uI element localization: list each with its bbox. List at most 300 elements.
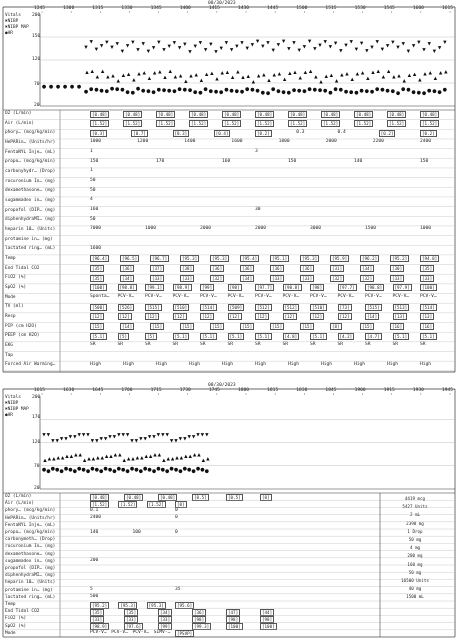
bottom-cell: [44] xyxy=(262,609,273,615)
hr-marker: ● xyxy=(103,466,108,472)
top-cell: PCV-V… xyxy=(227,294,245,300)
bottom-ytick-200: 200 xyxy=(32,395,41,400)
top-cell: High xyxy=(123,361,135,367)
nibp-map-marker: ▲ xyxy=(118,453,122,458)
top-time-tick: 1445 xyxy=(267,6,279,11)
top-cell: [96.7] xyxy=(152,256,168,262)
top-ytick-120: 120 xyxy=(32,57,41,62)
top-cell: 2400 xyxy=(420,139,432,145)
top-cell: 1600 xyxy=(90,245,102,251)
hr-marker: ● xyxy=(172,88,177,95)
nibp-map-marker: ▲ xyxy=(288,71,292,77)
top-cell: [37] xyxy=(152,266,163,272)
nibp-marker: ▼ xyxy=(359,41,364,47)
top-cell: [12] xyxy=(312,314,323,320)
top-cell: [12] xyxy=(257,314,268,320)
nibp-marker: ▼ xyxy=(95,439,99,444)
top-cell: [97.7] xyxy=(257,285,273,291)
bottom-cell: [0.5] xyxy=(194,494,207,500)
hr-marker: ● xyxy=(120,87,125,94)
top-time-tick: 1615 xyxy=(442,6,454,11)
nibp-marker: ▼ xyxy=(349,39,353,45)
top-cell: PCV-V… xyxy=(117,294,135,300)
nibp-marker: ▼ xyxy=(64,437,68,442)
nibp-marker: ▼ xyxy=(196,433,200,438)
nibp-marker: ▼ xyxy=(437,46,442,52)
bottom-cell: [47] xyxy=(228,609,239,615)
top-time-tick: 1415 xyxy=(208,6,220,11)
hr-marker: ● xyxy=(104,88,109,95)
top-cell: [15] xyxy=(362,324,373,330)
top-cell: [1.52] xyxy=(422,121,438,127)
top-cell: [98] xyxy=(229,285,240,291)
summary-total: 1500 mL xyxy=(406,594,424,600)
top-time-tick: 1315 xyxy=(92,6,104,11)
top-cell: [34] xyxy=(362,266,373,272)
top-cell: High xyxy=(354,361,366,367)
top-cell: [0.48] xyxy=(422,111,438,117)
summary-total: 200 mg xyxy=(407,553,423,559)
top-cell: [1.52] xyxy=(356,121,372,127)
bottom-cell: 140 xyxy=(90,529,99,535)
bottom-cell: [1.52] xyxy=(92,501,108,507)
nibp-map-marker: ▲ xyxy=(194,72,198,78)
top-cell: [34] xyxy=(122,275,133,281)
hr-marker: ● xyxy=(182,86,187,93)
nibp-marker: ▼ xyxy=(147,435,152,440)
hr-marker: ● xyxy=(198,90,203,97)
bottom-row-label: FiO2 (%) xyxy=(5,616,27,622)
top-cell: [515] xyxy=(147,304,160,310)
bottom-cell: PCV-V… xyxy=(111,630,128,636)
bottom-cell: [98] xyxy=(262,616,273,622)
hr-marker: ● xyxy=(328,90,333,97)
bottom-time-tick: 1815 xyxy=(267,388,279,393)
hr-marker: ● xyxy=(177,86,182,93)
nibp-map-marker: ▲ xyxy=(65,454,69,460)
top-row-label: phory… (mcg/kg/min) xyxy=(5,130,56,136)
top-cell: [33] xyxy=(392,275,403,281)
nibp-map-marker: ▲ xyxy=(52,457,56,463)
top-row-label: rocuronium In… (mg) xyxy=(5,178,56,184)
nibp-map-marker: ▲ xyxy=(43,458,47,464)
hr-marker: ● xyxy=(178,468,183,475)
hr-marker: ● xyxy=(134,467,139,474)
nibp-map-marker: ▲ xyxy=(293,70,297,76)
top-cell: [16] xyxy=(422,324,433,330)
hr-marker: ● xyxy=(89,86,94,93)
top-cell: [16] xyxy=(392,324,403,330)
bottom-cell: [97.6] xyxy=(126,624,142,630)
hr-marker: ● xyxy=(83,89,89,95)
top-cell: [5.1] xyxy=(174,333,188,339)
bottom-cell: PCV-V… xyxy=(90,630,107,636)
bottom-cell: [33] xyxy=(126,616,137,622)
top-cell: [36] xyxy=(302,266,313,272)
top-cell: [14] xyxy=(367,314,378,320)
nibp-marker: ▼ xyxy=(219,46,223,52)
nibp-map-marker: ▲ xyxy=(96,455,100,461)
top-cell: [1.52] xyxy=(290,121,306,127)
top-cell: [514] xyxy=(202,304,215,310)
hr-marker: ● xyxy=(224,87,229,94)
nibp-map-marker: ▲ xyxy=(197,453,201,458)
hr-marker: ● xyxy=(81,467,86,474)
nibp-map-marker: ▲ xyxy=(433,76,438,82)
summary-total: 2398 mg xyxy=(406,520,424,526)
nibp-map-marker: ▲ xyxy=(220,71,224,77)
top-cell: 1600 xyxy=(231,139,243,145)
nibp-map-marker: ▲ xyxy=(298,76,302,82)
hr-marker: ● xyxy=(395,90,401,97)
bottom-time-tick: 1945 xyxy=(442,388,454,393)
hr-marker: ● xyxy=(333,86,338,93)
nibp-marker: ▼ xyxy=(209,42,213,48)
nibp-marker: ▼ xyxy=(323,39,327,45)
top-ytick-200: 200 xyxy=(32,13,41,18)
nibp-marker: ▼ xyxy=(130,439,134,444)
hr-marker: ● xyxy=(68,467,73,474)
top-row-label: dexamethasone… (mg) xyxy=(5,188,56,194)
top-cell: [35] xyxy=(422,266,433,272)
top-cell: High xyxy=(255,361,267,367)
nibp-map-marker: ▲ xyxy=(392,74,396,80)
top-cell: PCV-V… xyxy=(255,294,272,300)
top-cell: High xyxy=(189,361,201,367)
nibp-marker: ▼ xyxy=(108,435,112,440)
nibp-marker: ▼ xyxy=(385,43,390,49)
nibp-map-marker: ▲ xyxy=(82,458,87,464)
nibp-marker: ▼ xyxy=(266,41,270,47)
top-cell: PCV-V… xyxy=(420,294,437,300)
nibp-map-marker: ▲ xyxy=(91,457,96,463)
nibp-marker: ▼ xyxy=(375,39,379,45)
bottom-ytick-20: 20 xyxy=(34,486,40,491)
top-cell: 50 xyxy=(90,187,96,193)
top-row-label: FentaNYL Inje… (mL) xyxy=(5,149,56,155)
top-cell: [500] xyxy=(92,304,105,310)
top-cell: [1.52] xyxy=(92,121,108,127)
bottom-cell: [99] xyxy=(160,624,171,630)
bottom-legend-nibp: ✖NIBP xyxy=(5,401,19,406)
hr-marker: ● xyxy=(200,467,205,474)
nibp-map-marker: ▲ xyxy=(85,70,89,76)
nibp-map-marker: ▲ xyxy=(95,75,100,81)
hr-marker: ● xyxy=(416,89,421,96)
summary-total: 40 mg xyxy=(408,586,422,592)
top-time-tick: 1530 xyxy=(354,6,366,11)
nibp-marker: ▼ xyxy=(307,39,312,45)
top-time-tick: 1600 xyxy=(412,6,424,11)
top-cell: SR xyxy=(392,342,399,348)
nibp-map-marker: ▲ xyxy=(345,72,349,78)
bottom-ytick-120: 120 xyxy=(32,440,41,445)
bottom-row-label: protamine in… (mg) xyxy=(5,587,53,593)
top-cell: 4 xyxy=(90,197,93,203)
nibp-marker: ▼ xyxy=(205,433,209,438)
bottom-cell: SIMV-… xyxy=(153,630,171,636)
top-cell: [95.1] xyxy=(272,256,288,262)
nibp-marker: ▼ xyxy=(287,46,291,52)
top-cell: [509] xyxy=(229,304,243,310)
top-cell: [0.48] xyxy=(257,111,273,117)
hr-marker: ● xyxy=(427,88,432,95)
nibp-marker: ▼ xyxy=(333,41,338,47)
bottom-cell: [95.6] xyxy=(177,602,193,608)
nibp-marker: ▼ xyxy=(365,49,369,55)
bottom-date-label: 08/30/2023 xyxy=(208,383,236,388)
hr-marker: ● xyxy=(125,89,130,96)
top-cell: [1.52] xyxy=(158,121,174,127)
top-cell: [5.1] xyxy=(229,333,243,339)
top-time-tick: 1345 xyxy=(150,6,162,11)
nibp-marker: ▼ xyxy=(68,435,73,440)
hr-marker: ● xyxy=(354,90,359,97)
nibp-map-marker: ▲ xyxy=(162,458,166,464)
top-cell: [34] xyxy=(242,275,253,281)
nibp-map-marker: ▲ xyxy=(192,453,197,458)
bottom-cell: 5 xyxy=(90,587,93,593)
nibp-marker: ▼ xyxy=(214,50,218,55)
nibp-map-marker: ▲ xyxy=(355,71,360,77)
nibp-map-marker: ▲ xyxy=(438,70,443,76)
nibp-map-marker: ▲ xyxy=(303,70,308,76)
top-cell: High xyxy=(90,361,102,367)
top-cell: [95.4] xyxy=(242,256,258,262)
top-cell: [12] xyxy=(339,314,350,320)
top-cell: 1500 xyxy=(365,226,377,232)
nibp-map-marker: ▲ xyxy=(206,457,210,463)
top-cell: 2000 xyxy=(255,226,267,232)
top-cell: [98.8] xyxy=(367,285,383,291)
top-cell: 170 xyxy=(156,158,165,164)
top-time-tick: 1400 xyxy=(179,6,191,11)
top-cell: 50 xyxy=(90,216,96,222)
hr-marker: ● xyxy=(55,467,60,474)
top-legend-title: Vitals xyxy=(5,13,21,18)
bottom-cell: 100 xyxy=(132,529,141,535)
nibp-map-marker: ▲ xyxy=(121,73,126,79)
nibp-map-marker: ▲ xyxy=(140,455,144,461)
hr-marker: ● xyxy=(187,467,192,474)
top-row-label: PIP (cm H2O) xyxy=(5,323,37,329)
summary-total: 5427 Units xyxy=(402,504,428,510)
top-cell: High xyxy=(288,361,300,367)
top-cell: [30] xyxy=(392,266,403,272)
hr-marker: ● xyxy=(94,87,99,94)
bottom-cell: [1.52] xyxy=(148,501,164,507)
nibp-marker: ▼ xyxy=(396,45,400,51)
nibp-map-marker: ▲ xyxy=(126,72,131,78)
top-cell: [96.2] xyxy=(362,256,378,262)
hr-marker: ● xyxy=(48,84,54,90)
top-cell: [0.2] xyxy=(380,130,394,136)
top-legend-map: ✖NIBP MAP xyxy=(5,25,29,30)
hr-marker: ● xyxy=(55,84,61,90)
nibp-marker: ▼ xyxy=(443,40,447,46)
nibp-marker: ▼ xyxy=(99,43,104,49)
nibp-marker: ▼ xyxy=(112,435,117,440)
hr-marker: ● xyxy=(41,84,47,90)
hr-marker: ● xyxy=(135,86,141,92)
top-row-label: Air (L/min) xyxy=(5,120,35,126)
top-cell: 1800 xyxy=(278,139,290,145)
top-row-label: lactated ring… (mL) xyxy=(5,246,56,252)
nibp-map-marker: ▲ xyxy=(157,453,162,458)
nibp-map-marker: ▲ xyxy=(90,69,94,75)
top-time-tick: 1545 xyxy=(383,6,395,11)
nibp-marker: ▼ xyxy=(99,437,103,442)
nibp-marker: ▼ xyxy=(174,439,178,444)
nibp-marker: ▼ xyxy=(141,42,145,48)
top-row-label: diphenhydraMI… (mg) xyxy=(5,217,56,223)
nibp-marker: ▼ xyxy=(198,40,203,46)
bottom-cell: [35] xyxy=(126,609,137,615)
bottom-cell: [0.48] xyxy=(126,494,142,500)
top-time-tick: 1430 xyxy=(238,6,250,11)
top-cell: SR xyxy=(420,342,426,348)
hr-marker: ● xyxy=(125,468,130,475)
top-cell: [4.2] xyxy=(339,333,353,339)
nibp-marker: ▼ xyxy=(143,437,147,442)
top-cell: [32] xyxy=(332,275,343,281)
nibp-marker: ▼ xyxy=(165,433,169,438)
nibp-marker: ▼ xyxy=(411,43,416,49)
hr-marker: ● xyxy=(116,466,121,472)
bottom-legend-title: Vitals xyxy=(5,395,21,400)
bottom-ytick-70: 70 xyxy=(34,464,40,469)
top-cell: High xyxy=(222,361,234,367)
nibp-marker: ▼ xyxy=(240,41,244,47)
nibp-marker: ▼ xyxy=(157,40,161,46)
nibp-map-marker: ▲ xyxy=(47,457,52,463)
top-cell: PCV-V… xyxy=(310,294,327,300)
bottom-cell: [0.48] xyxy=(160,494,176,500)
top-cell: [95.2] xyxy=(392,256,408,262)
nibp-marker: ▼ xyxy=(136,47,140,53)
hr-marker: ● xyxy=(130,89,135,96)
nibp-map-marker: ▲ xyxy=(126,457,131,463)
nibp-marker: ▼ xyxy=(302,45,307,51)
hr-marker: ● xyxy=(349,89,354,96)
nibp-map-marker: ▲ xyxy=(153,453,157,458)
nibp-map-marker: ▲ xyxy=(188,454,192,460)
hr-marker: ● xyxy=(213,89,219,95)
top-cell: [0.2] xyxy=(422,130,435,136)
top-cell: [0.48] xyxy=(323,111,339,117)
top-cell: [513] xyxy=(394,304,408,310)
top-cell: [33] xyxy=(182,275,193,281)
bottom-time-tick: 1645 xyxy=(92,388,104,393)
top-row-label: SpO2 (%) xyxy=(5,284,27,290)
bottom-row-label: sugammadex in… (mg) xyxy=(5,558,56,564)
top-time-tick: 1245 xyxy=(34,6,46,11)
bottom-cell: [100] xyxy=(228,624,241,630)
nibp-marker: ▼ xyxy=(42,433,46,438)
bottom-cell: [0.48] xyxy=(92,494,108,500)
nibp-map-marker: ▲ xyxy=(147,76,152,82)
top-cell: PCV-V… xyxy=(337,294,355,300)
bottom-cell: [95.2] xyxy=(92,602,108,608)
top-cell: [12] xyxy=(284,314,295,320)
top-cell: [100] xyxy=(92,285,105,291)
bottom-cell: PCV-V… xyxy=(132,630,150,636)
top-cell: [0.48] xyxy=(125,111,141,117)
top-cell: [95.3] xyxy=(302,256,318,262)
hr-marker: ● xyxy=(208,88,213,95)
top-cell: [98.8] xyxy=(119,285,135,291)
bottom-cell: [34] xyxy=(160,609,171,615)
hr-marker: ● xyxy=(165,468,170,475)
summary-total: 16500 Units xyxy=(401,578,429,583)
nibp-map-marker: ▲ xyxy=(170,457,175,463)
nibp-map-marker: ▲ xyxy=(175,455,179,461)
hr-marker: ● xyxy=(297,88,302,95)
hr-marker: ● xyxy=(90,466,95,472)
hr-marker: ● xyxy=(151,89,156,96)
top-cell: [15] xyxy=(272,324,283,330)
top-cell: SR xyxy=(172,342,179,348)
bottom-time-tick: 1915 xyxy=(383,388,395,393)
summary-total: 50 mg xyxy=(408,569,422,575)
bottom-cell: 0.1 xyxy=(90,507,99,513)
nibp-map-marker: ▲ xyxy=(111,73,115,79)
top-cell: [0.4] xyxy=(215,130,229,136)
top-row-label: End Tidal CO2 xyxy=(5,265,40,271)
top-cell: [0.7] xyxy=(133,130,146,136)
hr-marker: ● xyxy=(169,466,174,472)
hr-marker: ● xyxy=(156,86,161,93)
nibp-map-marker: ▲ xyxy=(113,453,118,458)
hr-marker: ● xyxy=(255,87,260,94)
top-cell: [5.1] xyxy=(92,333,105,339)
top-row-label: sugammadex in… (mg) xyxy=(5,197,56,203)
hr-marker: ● xyxy=(250,87,255,94)
bottom-cell: [1.52] xyxy=(120,501,136,507)
hr-marker: ● xyxy=(271,86,276,93)
nibp-map-marker: ▲ xyxy=(402,79,406,85)
nibp-marker: ▼ xyxy=(255,39,260,45)
top-cell: [95.3] xyxy=(182,256,198,262)
nibp-map-marker: ▲ xyxy=(152,70,157,76)
top-cell: PCV-V… xyxy=(392,294,410,300)
hr-marker: ● xyxy=(147,467,152,474)
hr-marker: ● xyxy=(41,467,47,474)
hr-marker: ● xyxy=(375,86,380,93)
nibp-map-marker: ▲ xyxy=(386,69,391,75)
hr-marker: ● xyxy=(85,468,91,475)
top-cell: [15] xyxy=(182,324,193,330)
top-cell: [33] xyxy=(422,275,433,281)
top-cell: [13] xyxy=(394,314,405,320)
top-cell: SR xyxy=(200,342,206,348)
top-cell: [12] xyxy=(92,314,103,320)
top-cell: SR xyxy=(365,342,371,348)
top-cell: 1000 xyxy=(90,139,102,145)
bottom-cell: [36] xyxy=(194,609,205,615)
top-cell: [510] xyxy=(174,304,188,310)
nibp-marker: ▼ xyxy=(354,47,359,53)
top-cell: High xyxy=(156,361,168,367)
top-cell: 150 xyxy=(288,158,297,164)
bottom-cell: [98] xyxy=(228,616,239,622)
nibp-map-marker: ▲ xyxy=(407,73,412,79)
top-cell: [12] xyxy=(147,314,158,320)
nibp-marker: ▼ xyxy=(156,433,161,438)
nibp-map-marker: ▲ xyxy=(104,454,109,460)
summary-total: 50 mg xyxy=(408,537,422,542)
top-cell: [0.48] xyxy=(92,111,108,117)
